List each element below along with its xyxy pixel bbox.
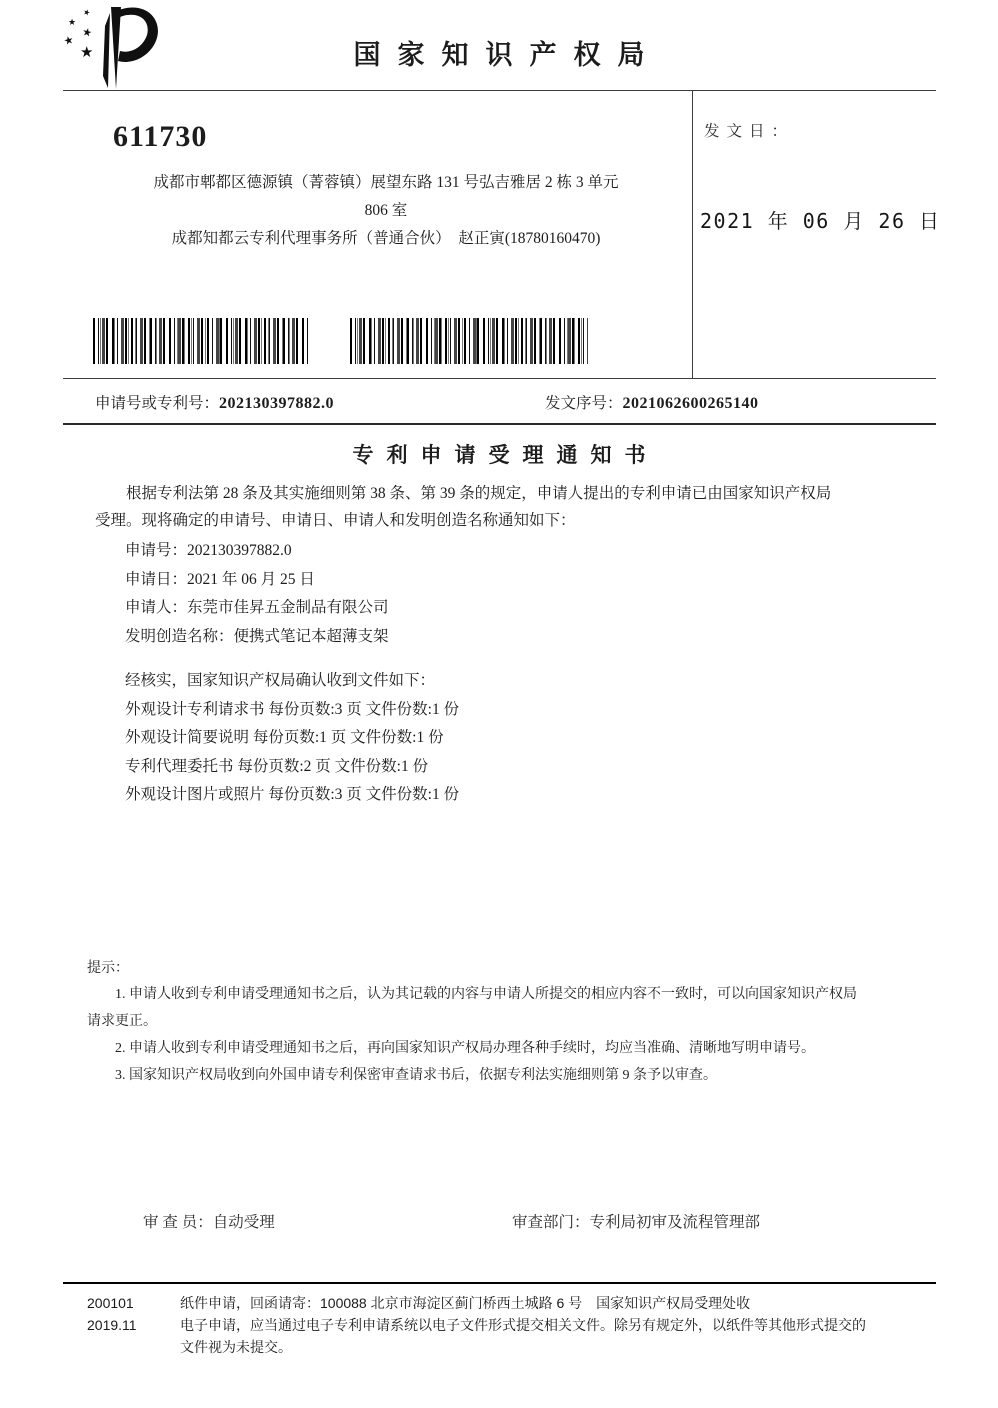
field-invention-title: 发明创造名称：便携式笔记本超薄支架 xyxy=(125,627,389,645)
note-item-2: 2. 申请人收到专利申请受理通知书之后，再向国家知识产权局办理各种手续时，均应当准确、清晰地写明申请号。 xyxy=(115,1041,815,1056)
received-file-line: 外观设计专利请求书 每份页数:3 页 文件份数:1 份 xyxy=(125,700,460,718)
issue-date-box-divider xyxy=(692,90,693,379)
agent-line: 成都知都云专利代理事务所（普通合伙） 赵正寅(18780160470) xyxy=(171,230,601,247)
application-number-field xyxy=(95,391,334,413)
received-file-line: 专利代理委托书 每份页数:2 页 文件份数:1 份 xyxy=(125,757,429,775)
serial-number-field xyxy=(545,391,759,413)
examiner-value: 自动受理 xyxy=(212,1214,275,1231)
footer-electronic-line-1: 电子申请，应当通过电子专利申请系统以电子文件形式提交相关文件。除另有规定外，以纸件等其他形式提交的 xyxy=(180,1317,866,1333)
note-item-1-line-2: 请求更正。 xyxy=(87,1014,157,1029)
received-file-line: 外观设计图片或照片 每份页数:3 页 文件份数:1 份 xyxy=(125,786,460,803)
intro-line: 根据专利法第 28 条及其实施细则第 38 条、第 39 条的规定，申请人提出的专利申请已由国家知识产权局 xyxy=(126,485,832,502)
department-field xyxy=(512,1210,760,1232)
issue-date-value: 2021 年 06 月 26 日 xyxy=(700,209,941,233)
star-icon: ★ xyxy=(80,26,94,40)
received-files-intro: 经核实，国家知识产权局确认收到文件如下： xyxy=(125,672,436,689)
address-box-bottom-divider xyxy=(63,378,936,379)
received-file-line: 外观设计简要说明 每份页数:1 页 文件份数:1 份 xyxy=(125,729,444,746)
form-code: 200101 xyxy=(87,1295,134,1311)
document-title: 专利申请受理通知书 xyxy=(352,443,659,467)
department-value: 专利局初审及流程管理部 xyxy=(589,1214,761,1231)
star-icon: ★ xyxy=(81,7,92,18)
note-item-3: 3. 国家知识产权局收到向外国申请专利保密审查请求书后，依据专利法实施细则第 9 条予以审查。 xyxy=(115,1068,717,1083)
note-item-1-line-1: 1. 申请人收到专利申请受理通知书之后，认为其记载的内容与申请人所提交的相应内容不一致时，可以向国家知识产权局 xyxy=(115,987,857,1002)
reference-row-divider xyxy=(63,423,936,425)
application-number-value: 202130397882.0 xyxy=(219,395,335,412)
received-files-section xyxy=(125,667,459,810)
field-application-number: 申请号：202130397882.0 xyxy=(125,542,292,559)
field-application-date: 申请日：2021 年 06 月 25 日 xyxy=(125,570,315,588)
header-divider xyxy=(63,90,936,91)
recipient-address-block xyxy=(97,169,675,253)
address-line: 806 室 xyxy=(364,202,408,219)
notice-code: 611730 xyxy=(113,120,208,153)
examiner-label: 审 查 员： xyxy=(143,1214,213,1231)
serial-number-label: 发文序号： xyxy=(545,395,623,412)
form-date: 2019.11 xyxy=(87,1317,137,1333)
star-icon: ★ xyxy=(80,45,94,61)
address-line: 成都市郫都区德源镇（菁蓉镇）展望东路 131 号弘吉雅居 2 栋 3 单元 xyxy=(153,174,619,191)
department-label: 审查部门： xyxy=(512,1214,590,1231)
examiner-field xyxy=(143,1210,275,1232)
barcode xyxy=(93,318,308,364)
footer-electronic-line-2: 文件视为未提交。 xyxy=(180,1339,292,1355)
form-code-block xyxy=(87,1292,137,1336)
footer-divider xyxy=(63,1282,936,1284)
star-icon: ★ xyxy=(62,33,76,49)
serial-number-value: 2021062600265140 xyxy=(622,395,759,412)
intro-line: 受理。现将确定的申请号、申请日、申请人和发明创造名称通知如下： xyxy=(95,512,576,529)
issue-date-label: 发文日： xyxy=(704,123,795,140)
star-icon: ★ xyxy=(68,17,77,27)
intro-paragraph xyxy=(95,480,940,534)
footer-paper-line: 纸件申请，回函请寄：100088 北京市海淀区蓟门桥西土城路 6 号 国家知识产权局受理处收 xyxy=(180,1295,751,1311)
agency-title: 国家知识产权局 xyxy=(353,40,662,70)
notes-label: 提示： xyxy=(87,961,129,976)
notes-list xyxy=(87,981,947,1089)
footer-instructions xyxy=(180,1292,940,1358)
barcode xyxy=(350,318,588,364)
field-applicant: 申请人：东莞市佳昇五金制品有限公司 xyxy=(125,599,389,616)
application-number-label: 申请号或专利号： xyxy=(95,395,220,412)
application-fields xyxy=(125,537,389,651)
